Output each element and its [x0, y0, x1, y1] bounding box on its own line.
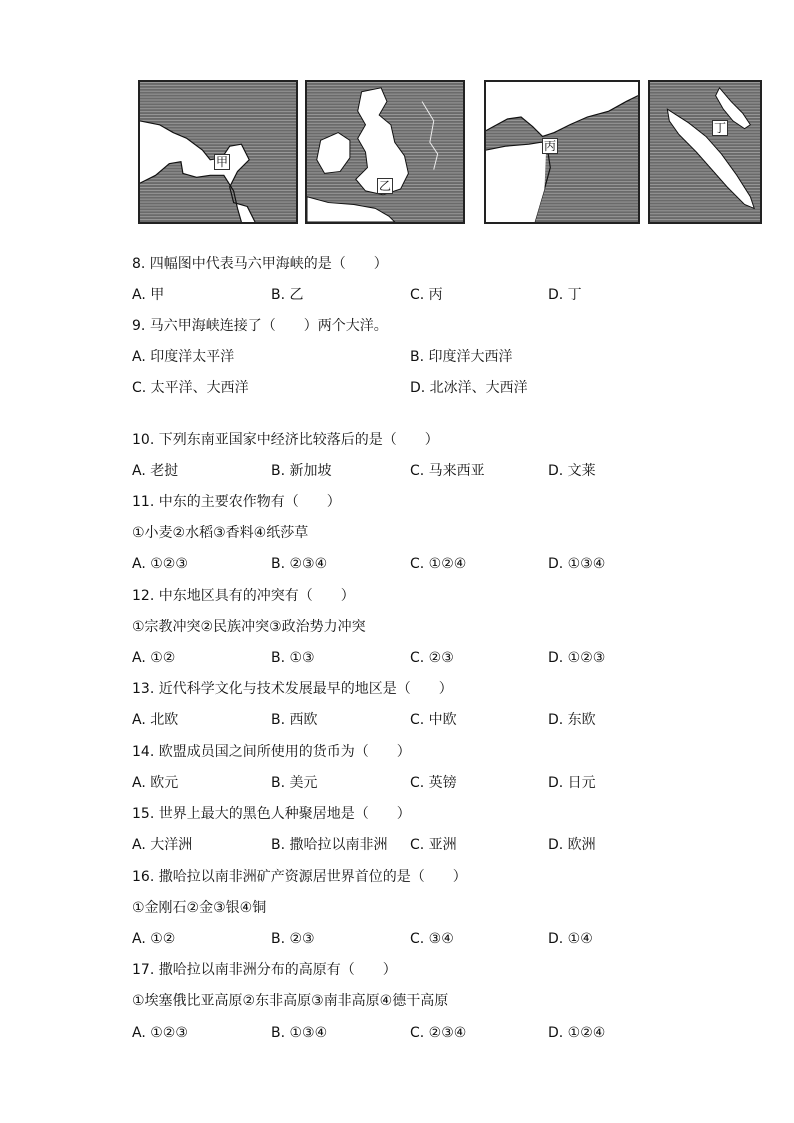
question-17: 17. 撒哈拉以南非洲分布的高原有（ ） [132, 962, 397, 978]
question-12-option-b[interactable]: B. ①③ [271, 650, 315, 666]
question-17-option-c[interactable]: C. ②③④ [410, 1025, 467, 1041]
question-9-option-a[interactable]: A. 印度洋太平洋 [132, 349, 235, 365]
question-8-option-a[interactable]: A. 甲 [132, 287, 165, 303]
question-14: 14. 欧盟成员国之间所使用的货币为（ ） [132, 744, 411, 760]
question-12-option-d[interactable]: D. ①②③ [548, 650, 606, 666]
question-13-option-a[interactable]: A. 北欧 [132, 712, 179, 728]
question-16-option-d[interactable]: D. ①④ [548, 931, 593, 947]
question-17-option-a[interactable]: A. ①②③ [132, 1025, 188, 1041]
question-9-option-c[interactable]: C. 太平洋、大西洋 [132, 380, 249, 396]
question-17-stem: ①埃塞俄比亚高原②东非高原③南非高原④德干高原 [132, 993, 449, 1009]
question-16-option-a[interactable]: A. ①② [132, 931, 176, 947]
question-10-option-c[interactable]: C. 马来西亚 [410, 463, 485, 479]
question-12-option-a[interactable]: A. ①② [132, 650, 176, 666]
question-15-option-d[interactable]: D. 欧洲 [548, 837, 596, 853]
question-13: 13. 近代科学文化与技术发展最早的地区是（ ） [132, 681, 453, 697]
question-8-option-d[interactable]: D. 丁 [548, 287, 582, 303]
question-11-option-c[interactable]: C. ①②④ [410, 556, 467, 572]
question-12-option-c[interactable]: C. ②③ [410, 650, 454, 666]
map-ding [648, 80, 762, 224]
question-10: 10. 下列东南亚国家中经济比较落后的是（ ） [132, 432, 439, 448]
question-14-option-b[interactable]: B. 美元 [271, 775, 318, 791]
question-11-option-b[interactable]: B. ②③④ [271, 556, 328, 572]
question-8: 8. 四幅图中代表马六甲海峡的是（ ） [132, 256, 388, 272]
question-12: 12. 中东地区具有的冲突有（ ） [132, 588, 355, 604]
question-9-option-d[interactable]: D. 北冰洋、大西洋 [410, 380, 528, 396]
question-16-option-c[interactable]: C. ③④ [410, 931, 454, 947]
question-15-option-a[interactable]: A. 大洋洲 [132, 837, 193, 853]
map-label-yi: 乙 [379, 179, 392, 193]
question-9: 9. 马六甲海峡连接了（ ）两个大洋。 [132, 318, 388, 334]
question-13-option-c[interactable]: C. 中欧 [410, 712, 457, 728]
question-8-option-b[interactable]: B. 乙 [271, 287, 304, 303]
question-11-option-d[interactable]: D. ①③④ [548, 556, 606, 572]
map-jia [138, 80, 298, 224]
question-15: 15. 世界上最大的黑色人种聚居地是（ ） [132, 806, 411, 822]
question-16-stem: ①金刚石②金③银④铜 [132, 900, 267, 916]
question-13-option-b[interactable]: B. 西欧 [271, 712, 318, 728]
question-17-option-b[interactable]: B. ①③④ [271, 1025, 328, 1041]
question-10-option-a[interactable]: A. 老挝 [132, 463, 179, 479]
question-9-option-b[interactable]: B. 印度洋大西洋 [410, 349, 513, 365]
question-12-stem: ①宗教冲突②民族冲突③政治势力冲突 [132, 619, 366, 635]
question-10-option-b[interactable]: B. 新加坡 [271, 463, 332, 479]
question-14-option-c[interactable]: C. 英镑 [410, 775, 457, 791]
question-16: 16. 撒哈拉以南非洲矿产资源居世界首位的是（ ） [132, 869, 467, 885]
map-bing [484, 80, 640, 224]
strait-maps [138, 80, 762, 224]
question-11: 11. 中东的主要农作物有（ ） [132, 494, 341, 510]
question-14-option-a[interactable]: A. 欧元 [132, 775, 179, 791]
question-17-option-d[interactable]: D. ①②④ [548, 1025, 606, 1041]
question-11-stem: ①小麦②水稻③香料④纸莎草 [132, 525, 309, 541]
map-label-bing: 丙 [544, 139, 557, 153]
question-14-option-d[interactable]: D. 日元 [548, 775, 596, 791]
map-label-jia: 甲 [216, 155, 229, 169]
question-15-option-c[interactable]: C. 亚洲 [410, 837, 457, 853]
question-8-option-c[interactable]: C. 丙 [410, 287, 443, 303]
map-yi [305, 80, 465, 224]
question-13-option-d[interactable]: D. 东欧 [548, 712, 596, 728]
question-15-option-b[interactable]: B. 撒哈拉以南非洲 [271, 837, 388, 853]
question-11-option-a[interactable]: A. ①②③ [132, 556, 188, 572]
question-10-option-d[interactable]: D. 文莱 [548, 463, 596, 479]
question-16-option-b[interactable]: B. ②③ [271, 931, 315, 947]
map-label-ding: 丁 [714, 121, 727, 135]
